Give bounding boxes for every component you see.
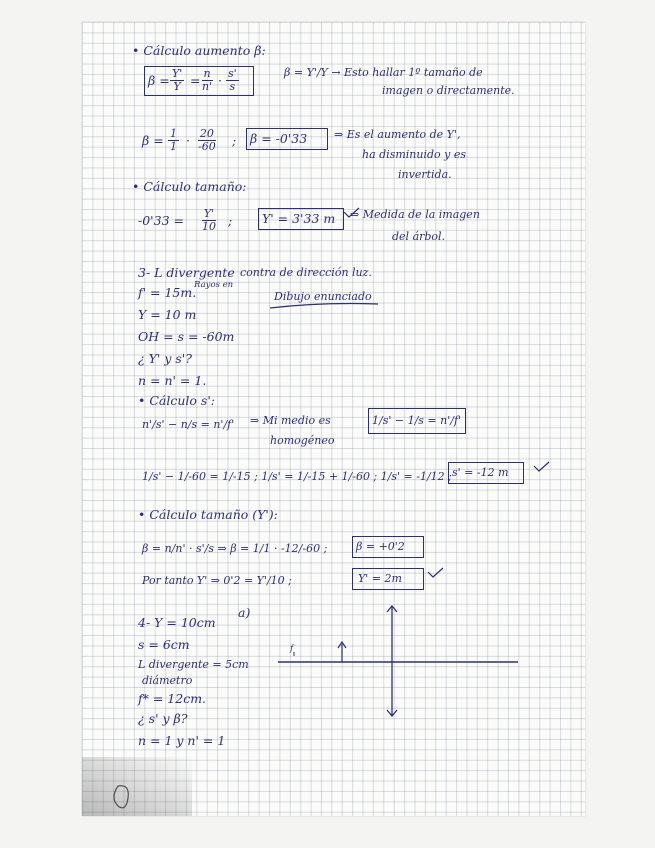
diagram-focal-label: f [290, 644, 294, 654]
problem3-calc-s-title: • Cálculo s': [138, 393, 215, 408]
formula-beta-lhs: β = [148, 73, 170, 88]
notebook-page [82, 22, 585, 816]
problem3-y: Y = 10 m [138, 307, 197, 322]
problem3-eq1-boxed: 1/s' − 1/s = n'/f' [372, 414, 462, 427]
calc-fraction-1: $\frac{1}{1}$ [170, 127, 177, 153]
check-mark-icon [344, 208, 359, 217]
heading-calculo-tamano: • Cálculo tamaño: [132, 179, 247, 194]
problem3-focal: f' = 15m. [138, 285, 197, 300]
dibujo-underline [270, 304, 378, 309]
comment-aumento-1: ⇒ Es el aumento de Y', [334, 128, 461, 141]
problem3-y-result: Y' = 2m [358, 572, 402, 585]
comment-aumento-3: invertida. [398, 168, 452, 181]
dot-sign: · [218, 73, 222, 88]
problem3-dibujo: Dibujo enunciado [274, 290, 372, 303]
problem3-question: ¿ Y' y s'? [138, 351, 192, 366]
ink-drawings [82, 22, 585, 816]
comment-aumento-2: ha disminuido y es [362, 148, 467, 161]
tamano-lhs: -0'33 = [138, 213, 184, 228]
comment-tamano-1: ⇒ Medida de la imagen [350, 208, 480, 221]
check-mark-icon [534, 462, 549, 471]
problem4-focal: f* = 12cm. [138, 691, 207, 706]
page-shadow [82, 757, 192, 816]
fraction-n: $\frac{n}{n'}$ [202, 67, 213, 93]
problem3-beta-result: β = +0'2 [356, 540, 405, 553]
comment-tamano-2: del árbol. [392, 230, 446, 243]
heading-calculo-aumento: • Cálculo aumento β: [132, 43, 266, 58]
calc-fraction-2: $\frac{20}{-60}$ [198, 127, 216, 153]
problem4-question: ¿ s' y β? [138, 711, 188, 726]
beta-calc-lhs: β = [142, 133, 164, 148]
problem3-n: n = n' = 1. [138, 373, 207, 388]
calc-dot: · [186, 133, 190, 148]
tamano-separator: ; [228, 213, 233, 228]
aside-formula-note-line2: imagen o directamente. [382, 84, 515, 97]
check-mark-icon [428, 568, 443, 577]
problem3-portanto: Por tanto Y' ⇒ 0'2 = Y'/10 ; [142, 574, 292, 587]
problem3-beta-formula: β = n/n' · s'/s ⇒ β = 1/1 · -12/-60 ; [142, 542, 328, 555]
problem4-header: 4- Y = 10cm [138, 615, 216, 630]
result-beta: β = -0'33 [250, 131, 308, 146]
problem3-rayos: Rayos en [194, 280, 234, 290]
problem4-s: s = 6cm [138, 637, 190, 652]
result-y: Y' = 3'33 m [262, 211, 336, 226]
problem4-n: n = 1 y n' = 1 [138, 733, 226, 748]
problem4-diameter: diámetro [142, 674, 193, 687]
problem3-eq1: n'/s' − n/s = n'/f' [142, 418, 235, 431]
calc-separator: ; [232, 133, 237, 148]
fraction-y: $\frac{Y'}{Y}$ [172, 67, 183, 93]
problem4-part-a: a) [238, 605, 251, 620]
problem3-calc-y-title: • Cálculo tamaño (Y'): [138, 507, 278, 522]
problem4-lens: L divergente = 5cm [138, 658, 249, 671]
equals-sign: = [190, 73, 201, 88]
problem3-eq2: 1/s' − 1/-60 = 1/-15 ; 1/s' = 1/-15 + 1/-60 ; 1/s' = -1/12 ; [142, 470, 452, 483]
tamano-fraction: $\frac{Y'}{10}$ [202, 207, 216, 233]
problem3-eq1-comment-1: ⇒ Mi medio es [250, 414, 331, 427]
problem3-eq1-comment-2: homogéneo [270, 434, 335, 447]
problem3-header: 3- L divergente [138, 265, 235, 280]
aside-formula-note: β = Y'/Y → Esto hallar 1º tamaño de [284, 66, 483, 79]
problem3-s-result: s' = -12 m [452, 466, 509, 479]
fraction-s: $\frac{s'}{s}$ [228, 67, 237, 93]
problem3-oh: OH = s = -60m [138, 329, 235, 344]
problem3-contra: contra de dirección luz. [240, 266, 372, 279]
